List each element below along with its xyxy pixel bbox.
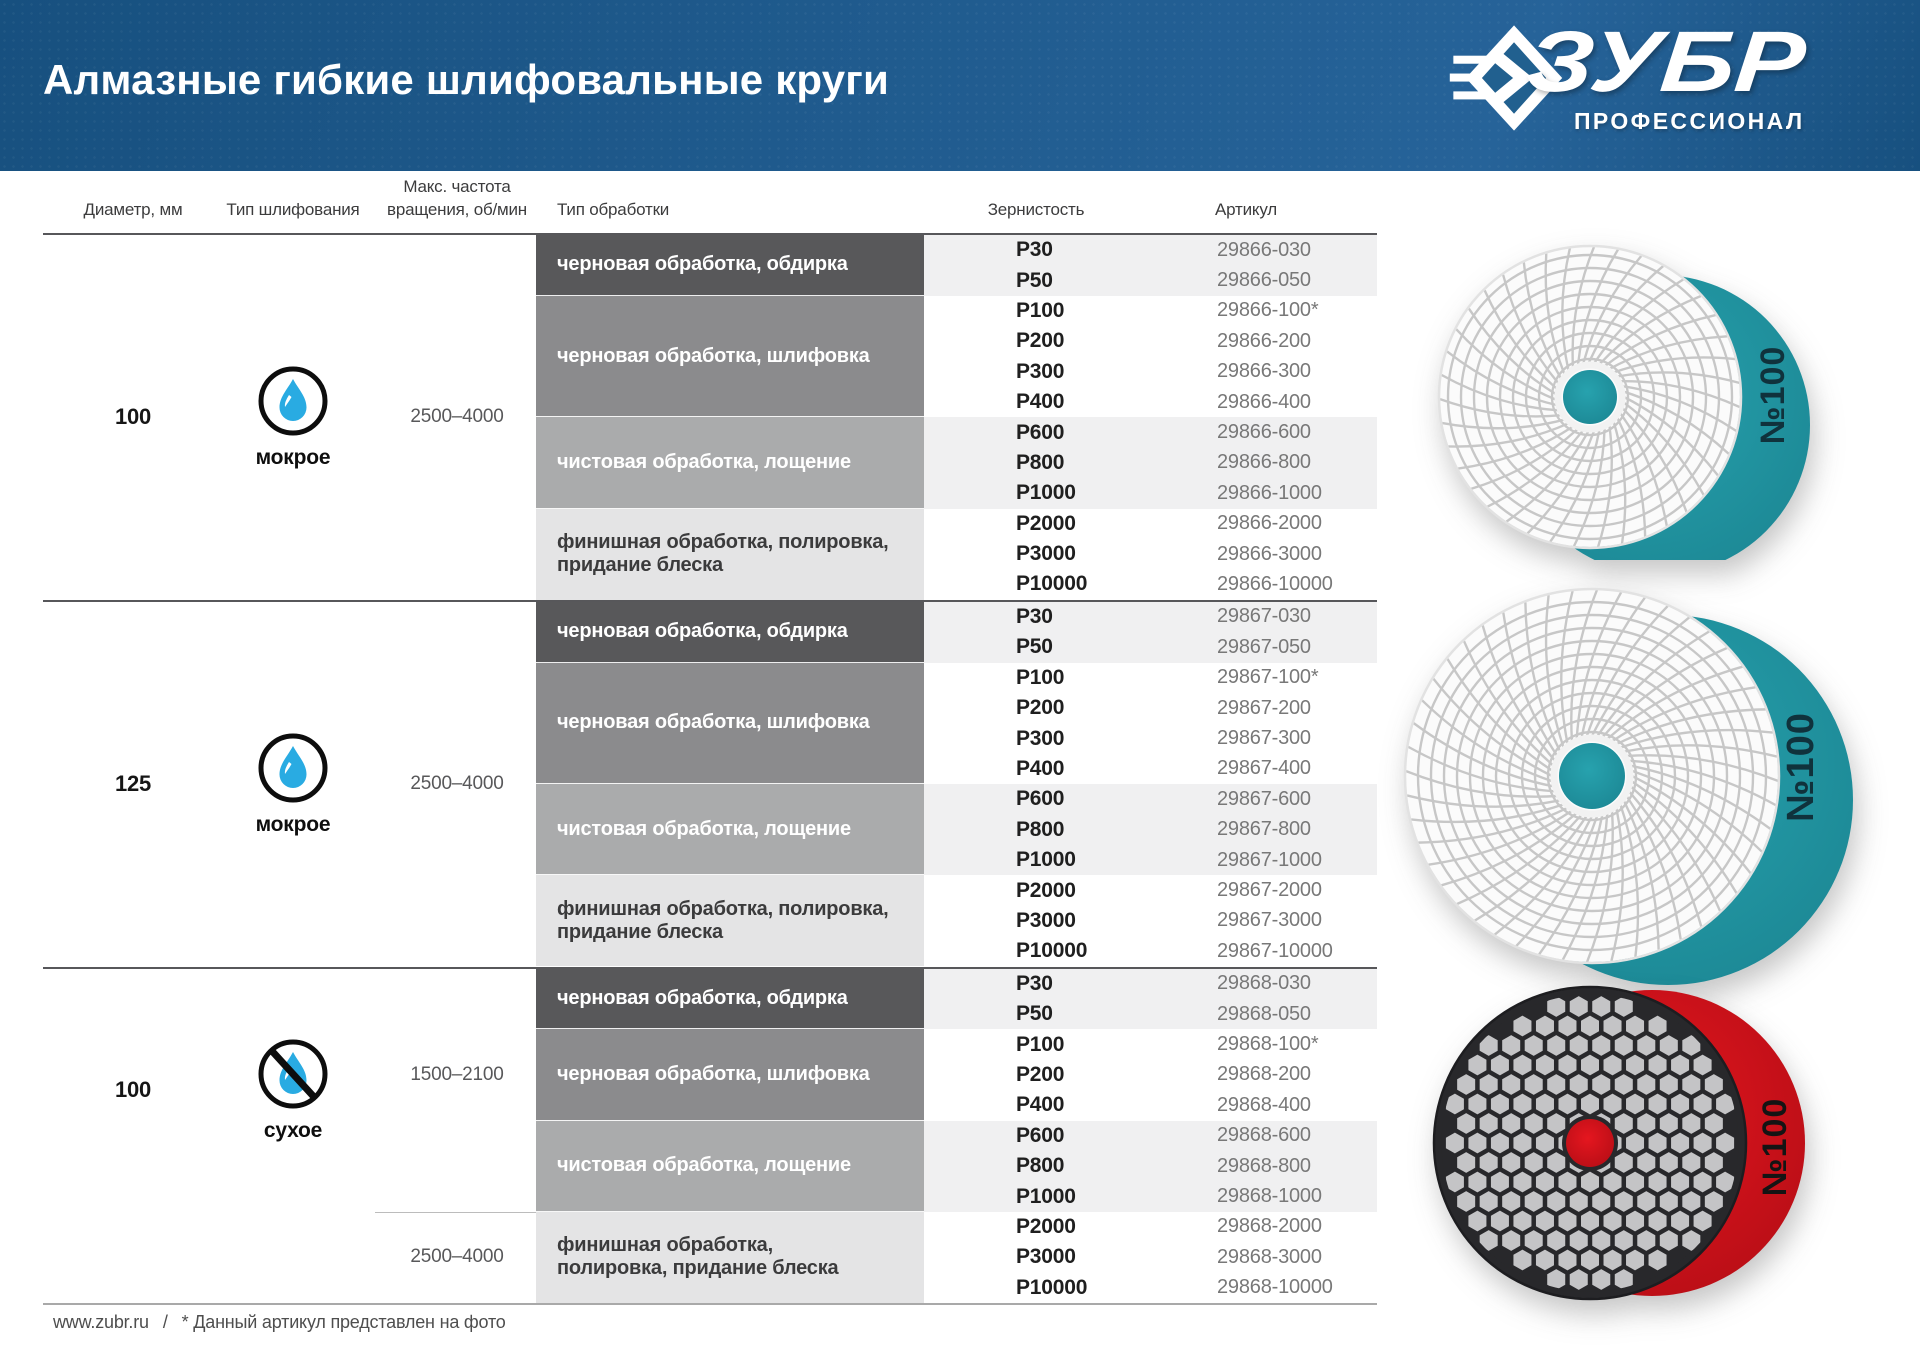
article-number: 29866-400 [1217,390,1311,413]
column-header-grit: Зернистость [987,200,1085,219]
grit-value: P200 [1016,1062,1065,1086]
table-row [924,357,1377,387]
grinding-type-label: мокрое [255,446,331,470]
table-row [924,448,1377,478]
processing-band [536,509,1377,600]
processing-band [536,969,1377,1030]
processing-band [536,663,1377,785]
article-number: 29868-2000 [1217,1215,1322,1238]
grit-article-rows [924,417,1377,508]
max-speed-value: 2500–4000 [410,773,504,795]
processing-band [536,1212,1377,1303]
grit-value: P100 [1016,1032,1065,1056]
grit-value: P1000 [1016,848,1076,872]
max-speed-value: 2500–4000 [410,1246,504,1268]
grit-value: P100 [1016,665,1065,689]
grit-value: P600 [1016,420,1065,444]
product-group [43,602,1377,967]
article-number: 29866-2000 [1217,512,1322,535]
table-row [924,1151,1377,1181]
article-number: 29868-800 [1217,1154,1311,1177]
table-row [924,936,1377,966]
article-number: 29866-1000 [1217,481,1322,504]
table-row [924,693,1377,723]
grit-value: P30 [1016,238,1053,262]
table-row [924,1181,1377,1211]
grinding-type [223,969,363,1212]
article-number: 29868-1000 [1217,1185,1322,1208]
grit-value: P1000 [1016,1184,1076,1208]
table-row [924,417,1377,447]
column-header-article: Артикул [1215,200,1277,219]
max-speed-value: 2500–4000 [410,406,504,428]
processing-bands [536,602,1377,967]
grit-article-rows [924,235,1377,296]
processing-type-cell [536,235,924,296]
grit-value: P600 [1016,787,1065,811]
processing-type-label: черновая обработка, шлифовка [557,344,870,367]
table-row [924,235,1377,265]
product-group [43,969,1377,1303]
grit-article-rows [924,969,1377,1030]
water-drop-icon [256,731,330,805]
grit-value: P2000 [1016,878,1076,902]
table-row [924,509,1377,539]
processing-type-cell [536,417,924,508]
product-photo-wet-disc [1395,575,1865,1000]
column-header-processing: Тип обработки [557,200,670,219]
logo-text [1522,13,1809,135]
column-header-grinding: Тип шлифования [226,200,360,219]
grit-value: P400 [1016,1093,1065,1117]
table-row [924,569,1377,599]
article-number: 29866-300 [1217,360,1311,383]
grit-value: P300 [1016,726,1065,750]
article-number: 29867-10000 [1217,939,1333,962]
grit-article-rows [924,296,1377,418]
table-row [924,296,1377,326]
column-header-max-speed: Макс. частота вращения, об/мин [386,177,527,219]
table-row [924,999,1377,1029]
grit-article-rows [924,1029,1377,1120]
processing-type-cell [536,1121,924,1212]
grit-value: P300 [1016,359,1065,383]
processing-type-label: черновая обработка, обдирка [557,986,848,1009]
grit-value: P800 [1016,817,1065,841]
grit-value: P50 [1016,268,1053,292]
table-row [924,265,1377,295]
table-row [924,875,1377,905]
article-number: 29868-3000 [1217,1245,1322,1268]
article-number: 29867-600 [1217,787,1311,810]
column-header-diameter: Диаметр, мм [83,200,183,219]
article-number: 29867-030 [1217,605,1311,628]
processing-type-cell [536,1212,924,1303]
table-row [924,1090,1377,1120]
processing-type-label: чистовая обработка, лощение [557,1154,851,1177]
processing-type-label: черновая обработка, шлифовка [557,711,870,734]
processing-type-cell [536,296,924,418]
grit-value: P10000 [1016,1275,1088,1299]
diameter-value: 125 [114,771,152,797]
site-link[interactable]: www.zubr.ru [53,1312,149,1332]
product-photo-wet-disc [1425,180,1825,565]
grit-value: P3000 [1016,542,1076,566]
processing-band [536,875,1377,966]
table-row [924,723,1377,753]
catalog-table [43,233,1377,1305]
water-drop-icon [256,364,330,438]
grit-value: P30 [1016,604,1053,628]
article-number: 29868-600 [1217,1124,1311,1147]
processing-type-cell [536,784,924,875]
grit-value: P100 [1016,298,1065,322]
grinding-type-label: мокрое [255,813,331,837]
article-number: 29867-2000 [1217,879,1322,901]
processing-band [536,602,1377,663]
grit-value: P800 [1016,1154,1065,1178]
article-number: 29868-100* [1217,1033,1319,1056]
no-water-drop-icon [256,1037,330,1111]
grit-article-rows [924,663,1377,785]
disc-size-badge: №100 [1753,345,1792,445]
article-number: 29867-1000 [1217,848,1322,871]
table-row [924,969,1377,999]
grit-article-rows [924,784,1377,875]
article-number: 29866-10000 [1217,572,1333,595]
processing-type-cell [536,969,924,1030]
table-row [924,539,1377,569]
table-row [924,602,1377,632]
table-row [924,784,1377,814]
diameter-value: 100 [114,1077,152,1103]
table-row [924,1029,1377,1059]
processing-type-label: черновая обработка, шлифовка [557,1062,870,1085]
diameter-value: 100 [114,404,152,430]
table-row [924,845,1377,875]
article-number: 29866-200 [1217,329,1311,352]
grit-value: P10000 [1016,572,1088,596]
table-row [924,1242,1377,1272]
grit-article-rows [924,602,1377,663]
article-number: 29866-600 [1217,421,1311,444]
brand-logo [1448,13,1809,136]
processing-type-cell [536,1029,924,1120]
processing-type-label: финишная обработка, полировка, придание блеска [557,897,889,943]
grinding-type [223,602,363,967]
article-number: 29867-800 [1217,818,1311,841]
processing-band [536,784,1377,875]
processing-bands [536,235,1377,600]
article-number: 29867-100* [1217,666,1319,689]
grit-value: P50 [1016,1002,1053,1026]
table-row [924,906,1377,936]
disc-size-badge: №100 [1755,1097,1794,1197]
processing-type-label: черновая обработка, обдирка [557,253,848,276]
processing-band [536,417,1377,508]
processing-band [536,296,1377,418]
processing-type-label: финишная обработка, полировка, придание блеска [557,1234,839,1280]
grit-value: P30 [1016,971,1053,995]
article-number: 29866-100* [1217,299,1319,322]
article-number: 29868-200 [1217,1063,1311,1086]
footnote: * Данный артикул представлен на фото [181,1312,506,1332]
logo-brand: ЗУБР [1522,13,1809,110]
table-row [924,1212,1377,1242]
product-group [43,235,1377,600]
logo-tagline: ПРОФЕССИОНАЛ [1574,107,1805,134]
grit-value: P1000 [1016,481,1076,505]
article-number: 29868-10000 [1217,1276,1333,1299]
grit-value: P400 [1016,756,1065,780]
grit-value: P200 [1016,696,1065,720]
table-row [924,1273,1377,1303]
speed-divider [375,1212,536,1213]
article-number: 29866-800 [1217,451,1311,474]
article-number: 29868-030 [1217,972,1311,995]
processing-band [536,1121,1377,1212]
grit-value: P10000 [1016,939,1088,963]
processing-bands [536,969,1377,1303]
processing-type-label: черновая обработка, обдирка [557,620,848,643]
disc-size-badge: №100 [1780,712,1823,822]
header-bar [0,0,1920,171]
article-number: 29867-300 [1217,727,1311,750]
processing-band [536,235,1377,296]
article-number: 29868-400 [1217,1093,1311,1116]
table-row [924,387,1377,417]
grit-value: P3000 [1016,908,1076,932]
grit-article-rows [924,509,1377,600]
processing-type-label: финишная обработка, полировка, придание блеска [557,531,889,577]
table-row [924,326,1377,356]
page-title: Алмазные гибкие шлифовальные круги [43,56,890,103]
table-row [924,1060,1377,1090]
grit-value: P600 [1016,1123,1065,1147]
article-number: 29868-050 [1217,1002,1311,1025]
processing-type-label: чистовая обработка, лощение [557,450,851,473]
table-row [924,632,1377,662]
footer-separator: / [162,1312,168,1332]
table-row [924,1121,1377,1151]
grinding-type-label: сухое [263,1119,323,1143]
processing-type-cell [536,663,924,785]
processing-type-cell [536,602,924,663]
grit-value: P200 [1016,329,1065,353]
grinding-type [223,235,363,600]
article-number: 29867-400 [1217,757,1311,780]
product-photo-dry-disc [1420,980,1840,1325]
table-row [924,478,1377,508]
article-number: 29867-200 [1217,696,1311,719]
grit-value: P800 [1016,450,1065,474]
article-number: 29866-3000 [1217,542,1322,565]
grit-value: P2000 [1016,1214,1076,1238]
footer [53,1312,506,1333]
table-row [924,754,1377,784]
article-number: 29867-3000 [1217,909,1322,932]
max-speed-value: 1500–2100 [410,1063,504,1085]
table-row [924,663,1377,693]
processing-type-cell [536,509,924,600]
grit-value: P400 [1016,390,1065,414]
processing-type-cell [536,875,924,966]
processing-type-label: чистовая обработка, лощение [557,817,851,840]
article-number: 29866-050 [1217,269,1311,292]
table-row [924,815,1377,845]
grit-value: P3000 [1016,1245,1076,1269]
table-bottom-rule [43,1303,1377,1305]
grit-value: P2000 [1016,511,1076,535]
grit-value: P50 [1016,635,1053,659]
processing-band [536,1029,1377,1120]
grit-article-rows [924,1212,1377,1303]
grit-article-rows [924,1121,1377,1212]
article-number: 29867-050 [1217,635,1311,658]
grit-article-rows [924,875,1377,966]
article-number: 29866-030 [1217,238,1311,261]
